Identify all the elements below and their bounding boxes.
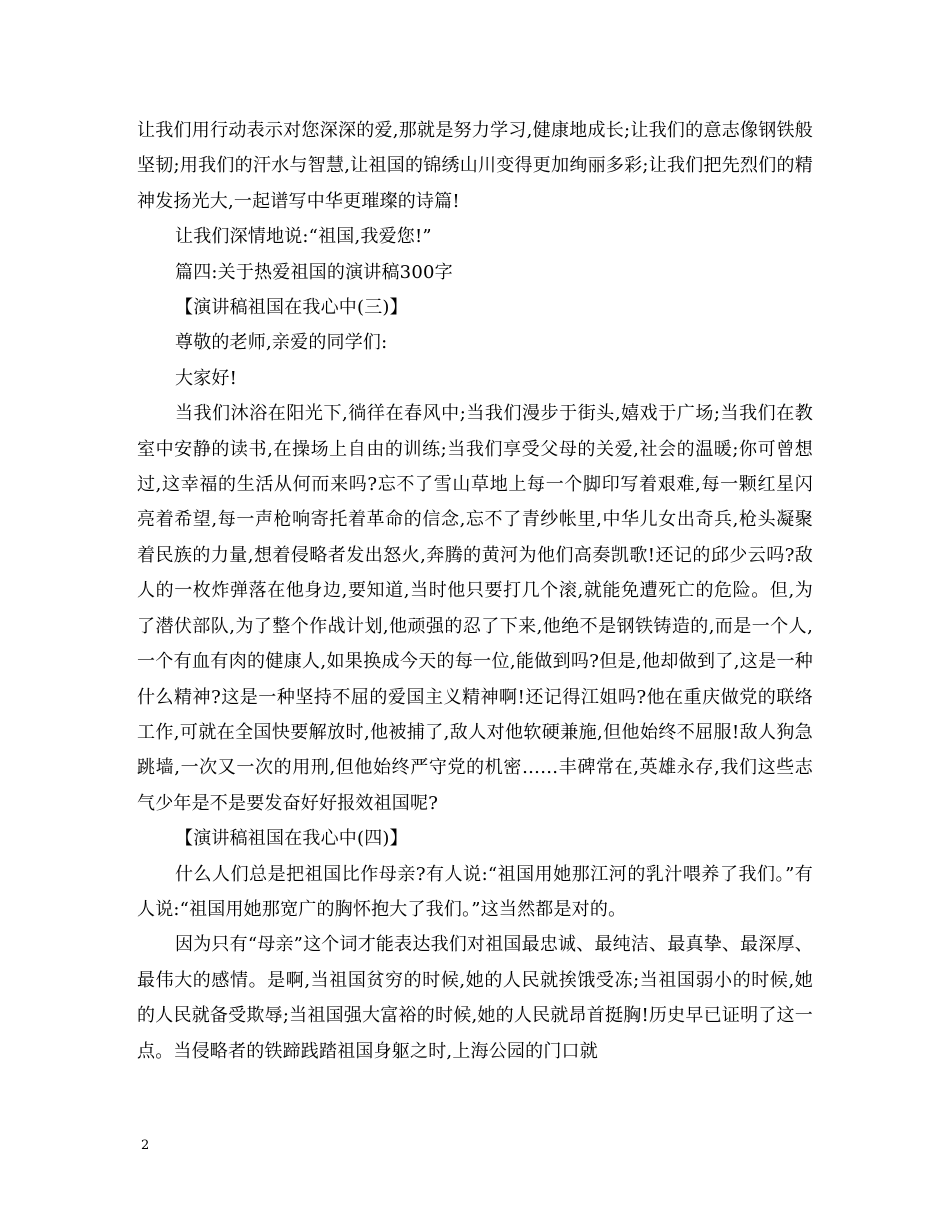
greeting: 大家好! — [175, 367, 238, 389]
paragraph: 什么人们总是把祖国比作母亲?有人说:“祖国用她那江河的乳汁喂养了我们。”有人说:“祖国用她那宽广的胸怀抱大了我们。”这当然都是对的。 — [137, 863, 813, 920]
page-number: 2 — [141, 1138, 150, 1153]
subsection-heading: 【演讲稿祖国在我心中(三)】 — [175, 297, 408, 319]
paragraph: 因为只有“母亲”这个词才能表达我们对祖国最忠诚、最纯洁、最真挚、最深厚、最伟大的感情。是啊,当祖国贫穷的时候,她的人民就挨饿受冻;当祖国弱小的时候,她的人民就备受欺辱;当祖国强大富裕的时候,她的人民就昂首挺胸!历史早已证明了这一点。当侵略者的铁蹄践踏祖国身躯之时,上海公园的门口就 — [137, 934, 813, 1062]
subsection-heading: 【演讲稿祖国在我心中(四)】 — [175, 828, 408, 850]
salutation: 尊敬的老师,亲爱的同学们: — [175, 332, 388, 354]
section-heading: 篇四:关于热爱祖国的演讲稿300字 — [175, 261, 453, 283]
document-body — [137, 113, 813, 1069]
paragraph: 让我们深情地说:“祖国,我爱您!” — [175, 226, 432, 248]
paragraph: 当我们沐浴在阳光下,徜徉在春风中;当我们漫步于街头,嬉戏于广场;当我们在教室中安静的读书,在操场上自由的训练;当我们享受父母的关爱,社会的温暖;你可曾想过,这幸福的生活从何而来吗?忘不了雪山草地上每一个脚印写着艰难,每一颗红星闪亮着希望,每一声枪响寄托着革命的信念,忘不了青纱帐里,中华儿女出奇兵,枪头凝聚着民族的力量,想着侵略者发出怒火,奔腾的黄河为他们高奏凯歌!还记的邱少云吗?敌人的一枚炸弹落在他身边,要知道,当时他只要打几个滚,就能免遭死亡的危险。但,为了潜伏部队,为了整个作战计划,他顽强的忍了下来,他绝不是钢铁铸造的,而是一个人,一个有血有肉的健康人,如果换成今天的每一位,能做到吗?但是,他却做到了,这是一种什么精神?这是一种坚持不屈的爱国主义精神啊!还记得江姐吗?他在重庆做党的联络工作,可就在全国快要解放时,他被捕了,敌人对他软硬兼施,但他始终不屈服!敌人狗急跳墙,一次又一次的用刑,但他始终严守党的机密……丰碑常在,英雄永存,我们这些志气少年是不是要发奋好好报效祖国呢? — [137, 403, 813, 814]
paragraph: 让我们用行动表示对您深深的爱,那就是努力学习,健康地成长;让我们的意志像钢铁般坚韧;用我们的汗水与智慧,让祖国的锦绣山川变得更加绚丽多彩;让我们把先烈们的精神发扬光大,一起谱写中华更璀璨的诗篇! — [137, 120, 813, 212]
